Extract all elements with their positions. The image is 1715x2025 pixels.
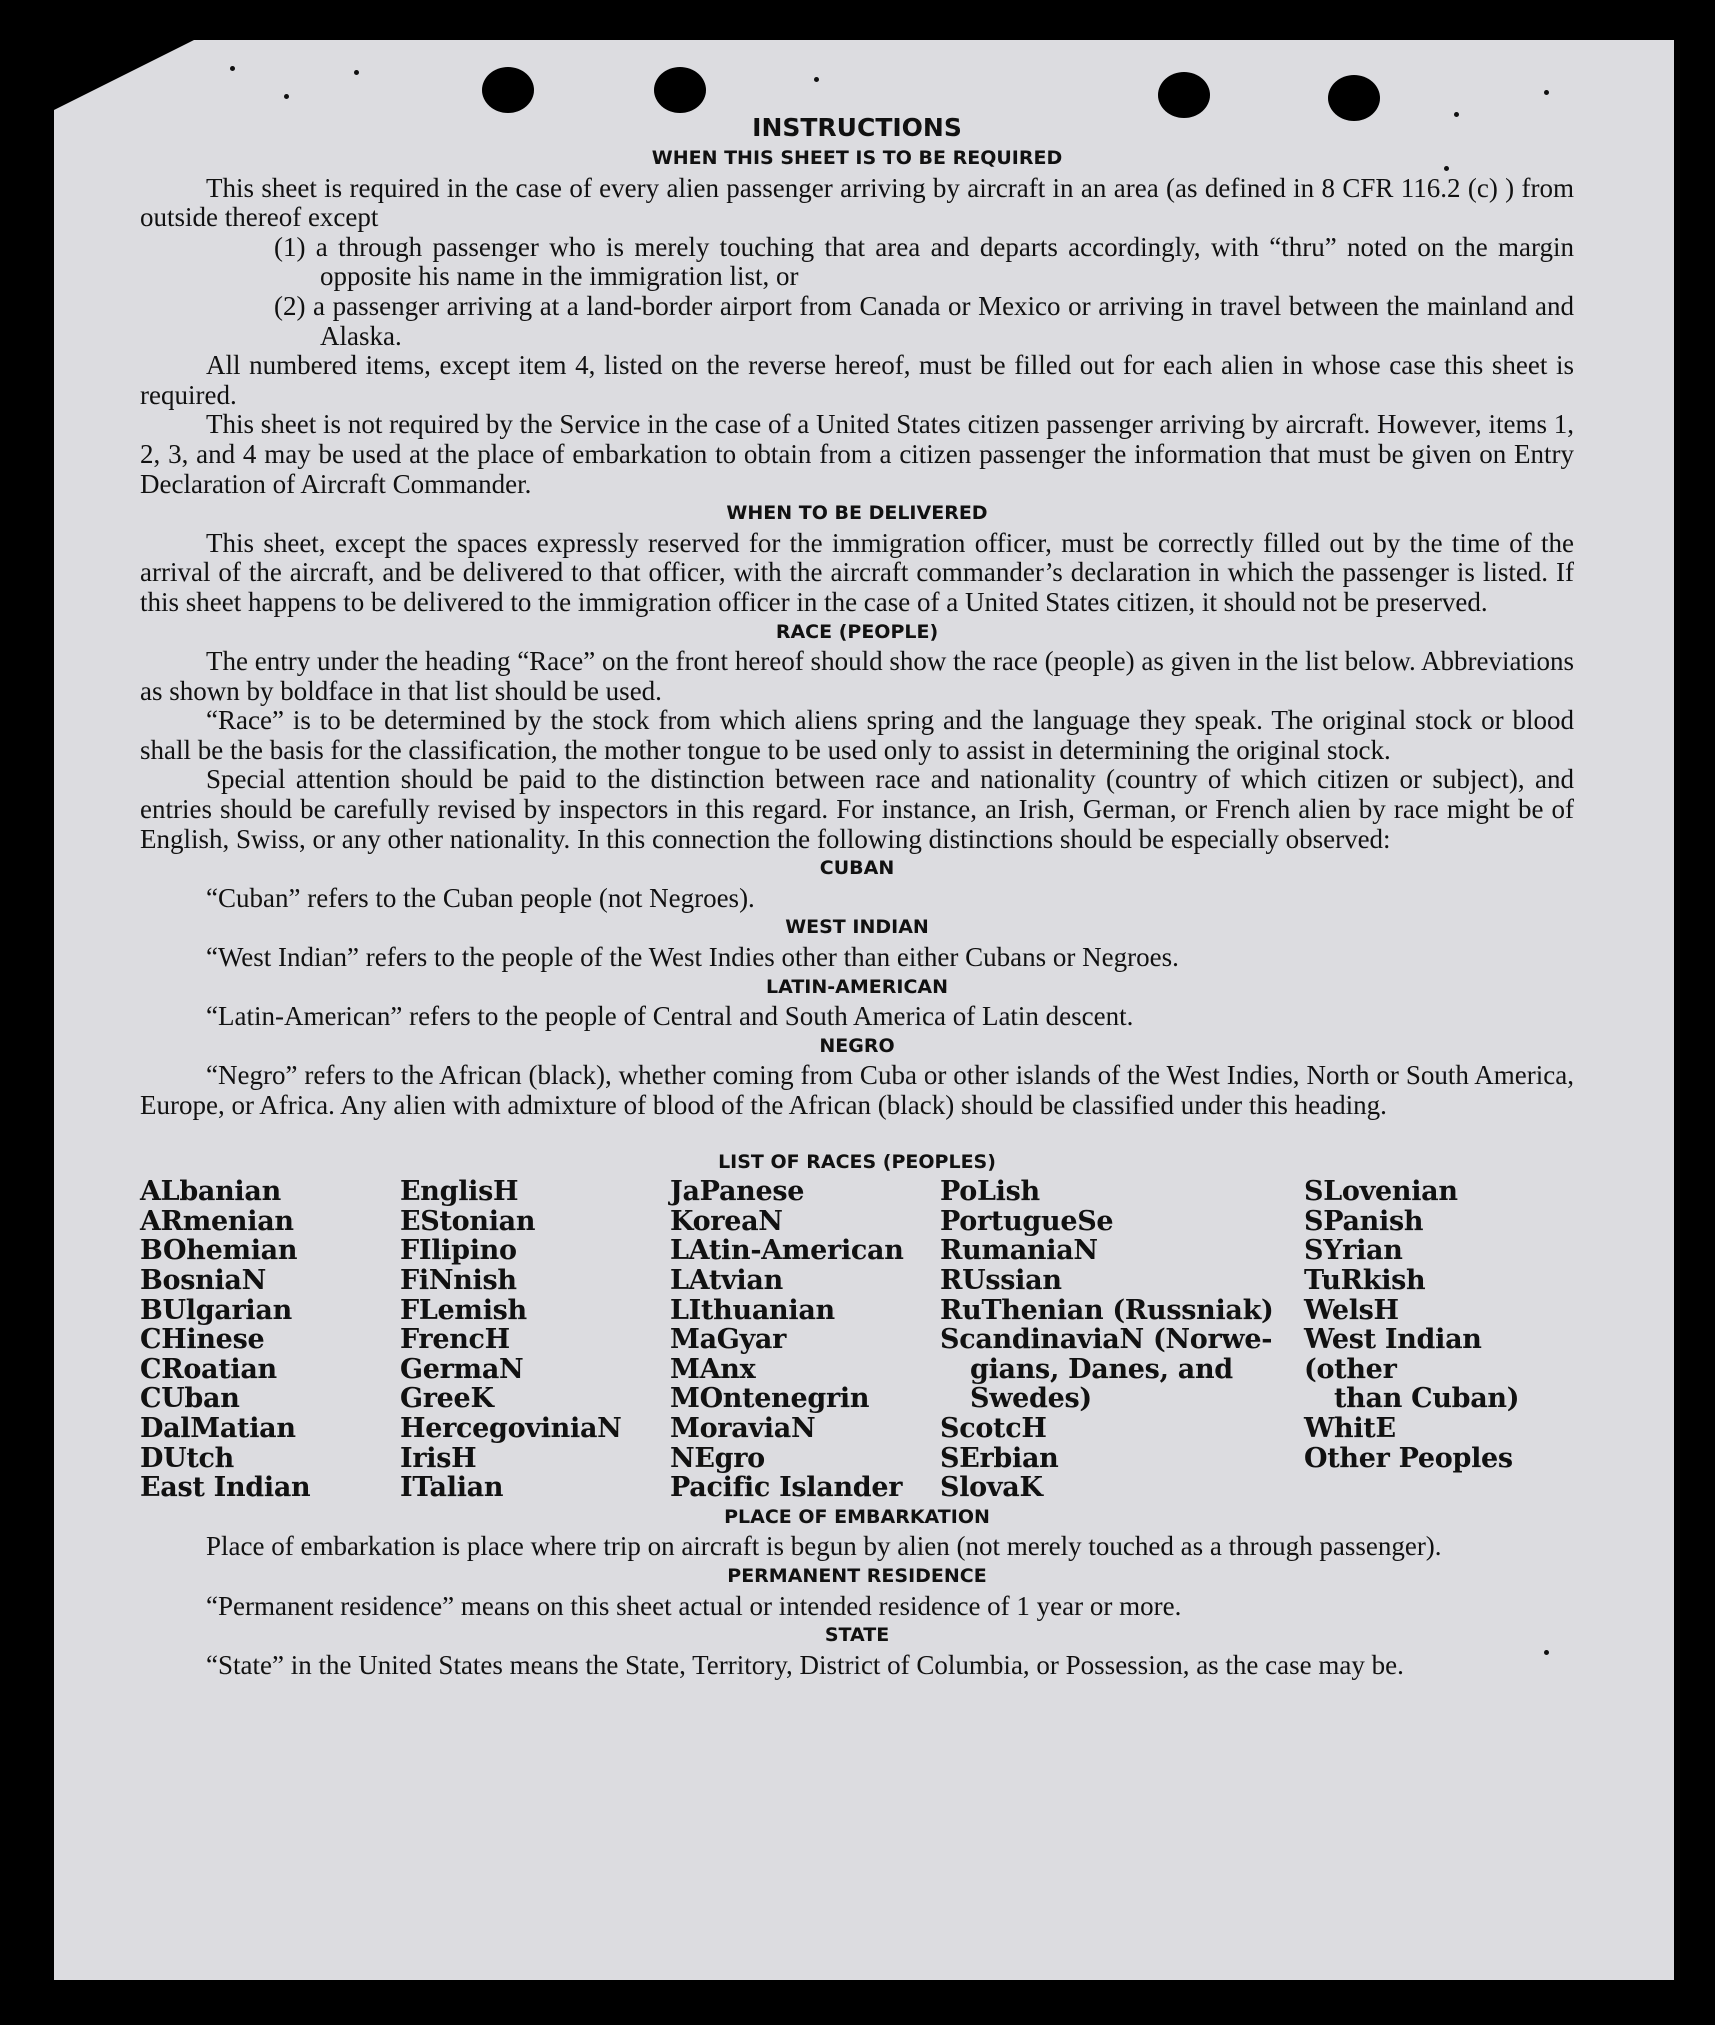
paragraph-west-indian: “West Indian” refers to the people of the West Indies other than either Cubans or Negroes. [206,942,1179,973]
heading-latin-american: LATIN-AMERICAN [766,975,948,998]
heading-permanent-residence: PERMANENT RESIDENCE [727,1564,987,1587]
race-item: Other Peoples [1304,1442,1513,1474]
race-item: FIlipino [400,1235,517,1267]
race-item: Swedes) [970,1383,1092,1415]
race-item: East Indian [140,1472,311,1504]
scan-speck [814,77,819,82]
paragraph-race-nationality: Special attention should be paid to the distinction between race and nationality (country of which citizen or subject), and entries should be carefully revised by inspectors in this regard. For instance, an Irish, German, or French alien by race might be of English, Swiss, or any other nationality. In this connection the following distinctions should be especially observed: [140,764,1574,854]
race-item: HercegoviniaN [400,1412,622,1444]
race-item: BOhemian [140,1235,298,1267]
race-item: CHinese [140,1324,265,1356]
race-item: IrisH [400,1442,477,1474]
race-item: SErbian [940,1442,1059,1474]
race-item: PoLish [940,1176,1040,1208]
race-item: GreeK [400,1383,494,1415]
exception-item-1: (1) a through passenger who is merely touching that area and departs accordingly, with “thru” noted on the margin opposite his name in the immigration list, or [274,231,1574,292]
paragraph-requirement: This sheet is required in the case of every alien passenger arriving by aircraft in an area (as defined in 8 CFR 116.2 (c) ) from outside thereof except [140,172,1574,233]
race-item: ScotcH [940,1412,1047,1444]
punch-hole [482,67,534,113]
race-item: FiNnish [400,1264,517,1296]
paragraph-state: “State” in the United States means the State, Territory, District of Columbia, or Possession, as the case may be. [206,1649,1404,1680]
paragraph-negro: “Negro” refers to the African (black), whether coming from Cuba or other islands of the West Indies, North or South America, Europe, or Africa. Any alien with admixture of blood of the African (black) should be classified under this heading. [140,1060,1574,1120]
race-item: LAtvian [670,1264,783,1296]
heading-when-delivered: WHEN TO BE DELIVERED [726,502,988,525]
scan-speck [284,94,289,99]
race-item: RUssian [940,1264,1062,1296]
races-column-5 [1304,1177,1574,1503]
scan-speck [354,70,359,75]
races-column-2 [400,1177,670,1503]
exception-item-2: (2) a passenger arriving at a land-border airport from Canada or Mexico or arriving in travel between the mainland and Alaska. [274,290,1574,351]
race-item: CUban [140,1383,240,1415]
race-item: FrencH [400,1324,510,1356]
race-item: ALbanian [140,1176,281,1208]
race-item: EStonian [400,1205,536,1237]
race-item: MAnx [670,1353,756,1385]
race-item: SPanish [1304,1205,1424,1237]
race-item: JaPanese [670,1176,805,1208]
heading-place-of-embarkation: PLACE OF EMBARKATION [724,1505,990,1528]
scan-speck [230,66,235,71]
race-item: BosniaN [140,1264,266,1296]
races-column-3 [670,1177,940,1503]
race-item: PortugueSe [940,1205,1114,1237]
heading-state: STATE [824,1624,890,1647]
race-item: SLovenian [1304,1176,1458,1208]
heading-west-indian: WEST INDIAN [785,916,929,939]
races-column-4 [940,1177,1304,1503]
paragraph-embarkation: Place of embarkation is place where trip on aircraft is begun by alien (not merely touched as a through passenger). [206,1531,1442,1562]
race-item: DalMatian [140,1412,296,1444]
race-item: KoreaN [670,1205,783,1237]
heading-cuban: CUBAN [819,857,895,880]
race-item: LAtin-American [670,1235,904,1267]
race-item: DUtch [140,1442,235,1474]
race-item: TuRkish [1304,1264,1426,1296]
race-item: GermaN [400,1353,524,1385]
heading-list-of-races: LIST OF RACES (PEOPLES) [718,1150,996,1173]
heading-race: RACE (PEOPLE) [775,620,939,643]
paragraph-residence: “Permanent residence” means on this sheet actual or intended residence of 1 year or more. [206,1590,1182,1621]
race-item: MoraviaN [670,1412,816,1444]
race-item: RuThenian (Russniak) [940,1294,1274,1326]
paragraph-numbered-items: All numbered items, except item 4, listed on the reverse hereof, must be filled out for each alien in whose case this sheet is required. [140,350,1574,410]
race-item: West Indian (other [1304,1324,1482,1385]
instructions-content [140,112,1574,1680]
race-item: SlovaK [940,1472,1043,1504]
race-item: ARmenian [140,1205,294,1237]
race-item: EnglisH [400,1176,519,1208]
race-item: SYrian [1304,1235,1403,1267]
race-item: MaGyar [670,1324,787,1356]
scan-speck [1544,90,1549,95]
paragraph-race-definition: “Race” is to be determined by the stock from which aliens spring and the language they speak. The original stock or blood shall be the basis for the classification, the mother tongue to be used only to assist in determining the original stock. [140,705,1574,765]
page-title: INSTRUCTIONS [752,113,962,142]
race-item: FLemish [400,1294,527,1326]
race-item: gians, Danes, and [970,1353,1233,1385]
paragraph-race-entry: The entry under the heading “Race” on the front hereof should show the race (people) as given in the list below. Abbreviations as shown by boldface in that list should be used. [140,646,1574,706]
race-item: RumaniaN [940,1235,1098,1267]
race-item: ITalian [400,1472,504,1504]
race-item: BUlgarian [140,1294,292,1326]
races-list [140,1177,1574,1503]
paragraph-delivery: This sheet, except the spaces expressly reserved for the immigration officer, must be correctly filled out by the time of the arrival of the aircraft, and be delivered to that officer, with the aircraft commander’s declaration in which the passenger is listed. If this sheet happens to be delivered to the immigration officer in the case of a United States citizen, it should not be preserved. [140,527,1574,617]
heading-when-required: WHEN THIS SHEET IS TO BE REQUIRED [651,147,1063,169]
heading-negro: NEGRO [819,1034,895,1057]
paragraph-citizen: This sheet is not required by the Service in the case of a United States citizen passenger arriving by aircraft. However, items 1, 2, 3, and 4 may be used at the place of embarkation to obtain from a citizen passenger the information that must be given on Entry Declaration of Aircraft Commander. [140,409,1574,499]
race-item: Pacific Islander [670,1472,903,1504]
race-item: MOntenegrin [670,1383,870,1415]
race-item: WhitE [1304,1412,1396,1444]
race-item: CRoatian [140,1353,277,1385]
race-item: LIthuanian [670,1294,835,1326]
race-item: WelsH [1304,1294,1399,1326]
races-column-1 [140,1177,400,1503]
race-item: NEgro [670,1442,765,1474]
paragraph-cuban: “Cuban” refers to the Cuban people (not Negroes). [206,882,755,913]
race-item: than Cuban) [1334,1383,1520,1415]
paragraph-latin-american: “Latin-American” refers to the people of Central and South America of Latin descent. [206,1001,1134,1032]
punch-hole [654,67,706,113]
race-item: ScandinaviaN (Norwe- [940,1324,1273,1356]
